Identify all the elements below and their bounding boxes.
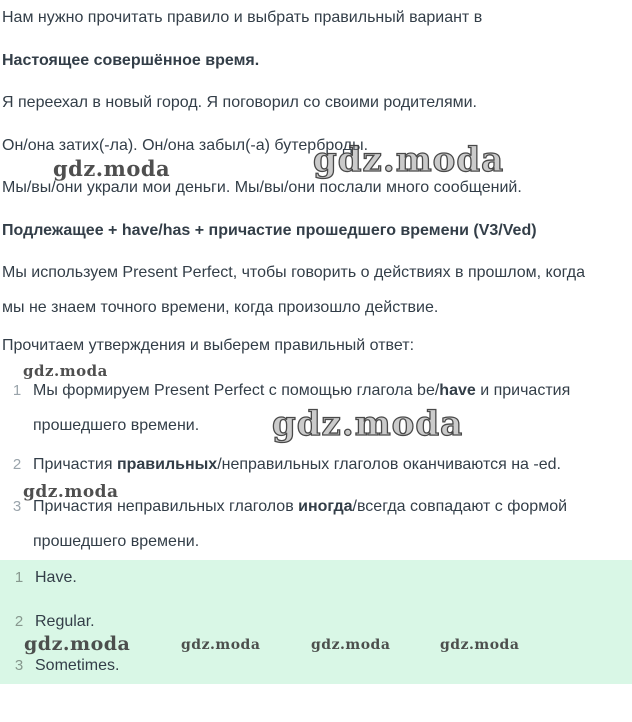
formula-heading: Подлежащее + have/has + причастие прошедшего времени (V3/Ved) <box>2 221 537 239</box>
answer-number: 2 <box>14 612 24 630</box>
watermark: gdz.moda <box>272 404 464 444</box>
statement-number: 3 <box>12 497 22 515</box>
watermark: gdz.moda <box>181 637 261 653</box>
chosen-option: иногда <box>298 497 353 515</box>
answer-label: Regular. <box>35 612 95 630</box>
chosen-option: have <box>439 381 476 399</box>
usage-paragraph <box>2 255 632 325</box>
statement-line: Причастия неправильных глаголов иногда/всегда совпадают с формой <box>33 497 568 515</box>
watermark: gdz.moda <box>440 637 520 653</box>
watermark: gdz.moda <box>23 482 119 502</box>
example-singular-1: Я переехал в новый город. Я поговорил со своими родителями. <box>2 94 477 111</box>
answer-number: 1 <box>14 568 24 586</box>
answer-number: 3 <box>14 656 24 674</box>
statement-line: прошедшего времени. <box>33 416 200 434</box>
chosen-option: правильных <box>116 455 218 473</box>
example-singular-2: Он/она затих(-ла). Он/она забыл(-а) бутерброды. <box>2 136 369 154</box>
example-plural: Мы/вы/они украли мои деньги. Мы/вы/они послали много сообщений. <box>2 179 522 196</box>
statement-line: прошедшего времени. <box>33 532 200 550</box>
answer-label: Have. <box>35 568 77 586</box>
usage-line-2: мы не знаем точного времени, когда произошло действие. <box>2 299 439 316</box>
statement-number: 2 <box>12 455 22 473</box>
statement-line: Мы формируем Present Perfect с помощью глагола be/have и причастия <box>33 381 571 399</box>
statement-item-2 <box>0 447 632 482</box>
task-prompt: Прочитаем утверждения и выберем правильный ответ: <box>2 336 415 354</box>
statements-list <box>0 373 632 559</box>
usage-line-1: Мы используем Present Perfect, чтобы говорить о действиях в прошлом, когда <box>2 264 585 281</box>
watermark: gdz.moda <box>53 156 171 181</box>
answers-panel <box>0 560 632 684</box>
tense-title: Настоящее совершённое время. <box>2 51 260 69</box>
statement-line: Причастия правильных/неправильных глаголов оканчиваются на -ed. <box>33 455 561 473</box>
watermark: gdz.moda <box>24 633 131 655</box>
watermark: gdz.moda <box>23 362 108 380</box>
answer-item-1 <box>0 560 632 595</box>
answer-label: Sometimes. <box>35 656 120 674</box>
watermark: gdz.moda <box>311 637 391 653</box>
statement-number: 1 <box>12 381 22 399</box>
watermark: gdz.moda <box>313 140 505 180</box>
task-intro-text: Нам нужно прочитать правило и выбрать правильный вариант в <box>2 9 483 26</box>
